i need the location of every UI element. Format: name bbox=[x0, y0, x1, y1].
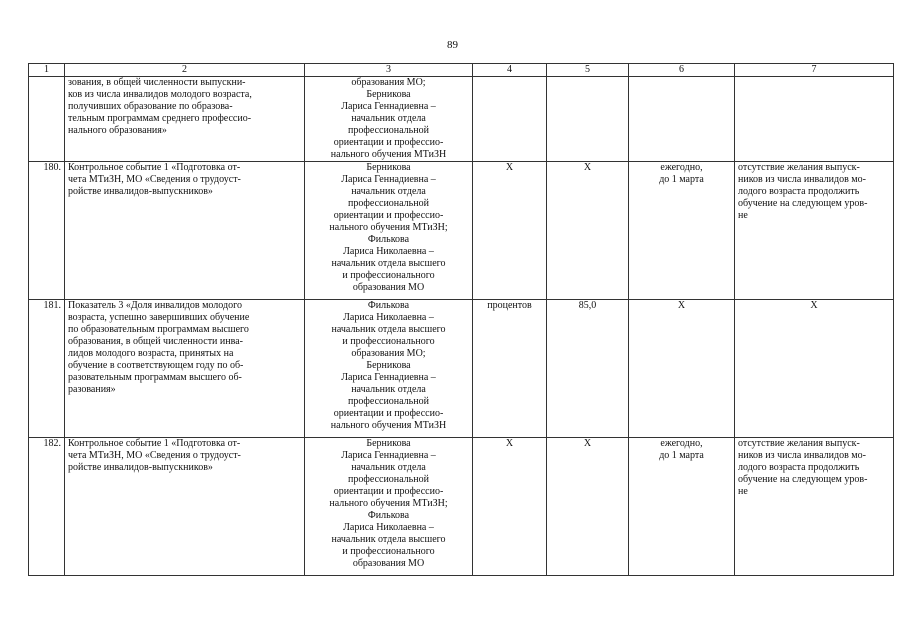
description-cell bbox=[65, 77, 305, 162]
deadline-cell bbox=[629, 77, 735, 162]
cell-text: Лариса Геннадиевна – bbox=[341, 372, 436, 383]
cell-text: Х bbox=[810, 300, 818, 311]
cell-text: лидов молодого возраста, принятых на bbox=[68, 348, 234, 359]
cell-text: Берникова bbox=[366, 162, 411, 173]
cell-text: ройстве инвалидов-выпускников» bbox=[68, 462, 213, 473]
cell-text: нального образования» bbox=[68, 125, 167, 136]
cell-text: ройстве инвалидов-выпускников» bbox=[68, 186, 213, 197]
cell-text: лодого возраста продолжить bbox=[738, 462, 860, 473]
cell-text: Х bbox=[505, 162, 514, 173]
cell-text: ежегодно, bbox=[660, 438, 703, 449]
cell-text: профессиональной bbox=[348, 474, 429, 485]
cell-text: лодого возраста продолжить bbox=[738, 186, 860, 197]
cell-text: обучение на следующем уров- bbox=[738, 198, 868, 209]
table-row bbox=[29, 300, 894, 438]
risk-cell bbox=[735, 162, 894, 300]
row-number-cell bbox=[29, 300, 65, 438]
cell-text: Х bbox=[505, 438, 514, 449]
column-header: 6 bbox=[629, 64, 735, 77]
description-cell bbox=[65, 438, 305, 576]
value-cell bbox=[547, 438, 629, 576]
cell-text: разовательным программам высшего об- bbox=[68, 372, 242, 383]
cell-text: нального обучения МТиЗН bbox=[330, 149, 447, 160]
cell-text: Лариса Геннадиевна – bbox=[341, 101, 436, 112]
cell-text: Лариса Николаевна – bbox=[343, 522, 434, 533]
cell-text: 181. bbox=[43, 300, 61, 311]
cell-text: начальник отдела высшего bbox=[331, 324, 446, 335]
cell-text: образования МО bbox=[352, 558, 425, 569]
cell-text: не bbox=[738, 486, 748, 497]
deadline-cell bbox=[629, 438, 735, 576]
cell-text: чета МТиЗН, МО «Сведения о трудоуст- bbox=[68, 174, 241, 185]
cell-text: ков из числа инвалидов молодого возраста, bbox=[68, 89, 252, 100]
cell-text: ориентации и профессио- bbox=[333, 408, 444, 419]
description-cell bbox=[65, 300, 305, 438]
cell-text: отсутствие желания выпуск- bbox=[738, 162, 860, 173]
risk-cell bbox=[735, 300, 894, 438]
cell-text: Филькова bbox=[367, 234, 410, 245]
cell-text: образования МО bbox=[352, 282, 425, 293]
cell-text: Лариса Николаевна – bbox=[343, 312, 434, 323]
cell-text: профессиональной bbox=[348, 125, 429, 136]
cell-text: возраста, успешно завершивших обучение bbox=[68, 312, 250, 323]
cell-text: Лариса Геннадиевна – bbox=[341, 450, 436, 461]
cell-text: и профессионального bbox=[342, 270, 435, 281]
cell-text: профессиональной bbox=[348, 198, 429, 209]
header-row bbox=[29, 64, 894, 77]
cell-text: 182. bbox=[43, 438, 61, 449]
table-body bbox=[29, 77, 894, 576]
row-number-cell bbox=[29, 162, 65, 300]
cell-text: начальник отдела bbox=[351, 113, 426, 124]
column-header: 1 bbox=[29, 64, 65, 77]
cell-text: начальник отдела bbox=[351, 384, 426, 395]
cell-text: Берникова bbox=[366, 360, 411, 371]
cell-text: ежегодно, bbox=[660, 162, 703, 173]
unit-cell bbox=[473, 438, 547, 576]
unit-cell bbox=[473, 162, 547, 300]
cell-text: отсутствие желания выпуск- bbox=[738, 438, 860, 449]
description-cell bbox=[65, 162, 305, 300]
cell-text: Лариса Геннадиевна – bbox=[341, 174, 436, 185]
table-row bbox=[29, 162, 894, 300]
unit-cell bbox=[473, 300, 547, 438]
cell-text: Контрольное событие 1 «Подготовка от- bbox=[68, 162, 241, 173]
responsible-cell bbox=[305, 438, 473, 576]
cell-text: процентов bbox=[487, 300, 532, 311]
cell-text: не bbox=[738, 210, 748, 221]
cell-text: Филькова bbox=[367, 300, 410, 311]
value-cell bbox=[547, 77, 629, 162]
cell-text: образования, в общей численности инва- bbox=[68, 336, 243, 347]
row-number-cell bbox=[29, 77, 65, 162]
cell-text: чета МТиЗН, МО «Сведения о трудоуст- bbox=[68, 450, 241, 461]
column-header: 2 bbox=[65, 64, 305, 77]
value-cell bbox=[547, 162, 629, 300]
cell-text: начальник отдела высшего bbox=[331, 258, 446, 269]
cell-text: профессиональной bbox=[348, 396, 429, 407]
cell-text: Лариса Николаевна – bbox=[343, 246, 434, 257]
column-header: 3 bbox=[305, 64, 473, 77]
cell-text: Берникова bbox=[366, 438, 411, 449]
risk-cell bbox=[735, 438, 894, 576]
cell-text: и профессионального bbox=[342, 336, 435, 347]
cell-text: до 1 марта bbox=[659, 450, 704, 461]
column-header: 7 bbox=[735, 64, 894, 77]
cell-text: тельным программам среднего профессио- bbox=[68, 113, 252, 124]
cell-text: нального обучения МТиЗН bbox=[330, 420, 447, 431]
cell-text: Х bbox=[583, 162, 592, 173]
cell-text: до 1 марта bbox=[659, 174, 704, 185]
responsible-cell bbox=[305, 162, 473, 300]
cell-text: обучение на следующем уров- bbox=[738, 474, 868, 485]
cell-text: начальник отдела высшего bbox=[331, 534, 446, 545]
table-row bbox=[29, 77, 894, 162]
table-row bbox=[29, 438, 894, 576]
cell-text: образования МО; bbox=[351, 348, 426, 359]
cell-text: Х bbox=[583, 438, 592, 449]
cell-text: ников из числа инвалидов мо- bbox=[738, 174, 866, 185]
cell-text: и профессионального bbox=[342, 546, 435, 557]
cell-text: нального обучения МТиЗН; bbox=[329, 498, 448, 509]
cell-text: Контрольное событие 1 «Подготовка от- bbox=[68, 438, 241, 449]
cell-text: зования, в общей численности выпускни- bbox=[68, 77, 246, 88]
value-cell bbox=[547, 300, 629, 438]
cell-text: образования МО; bbox=[351, 77, 426, 88]
deadline-cell bbox=[629, 300, 735, 438]
cell-text: ориентации и профессио- bbox=[333, 137, 444, 148]
cell-text: получивших образование по образова- bbox=[68, 101, 233, 112]
row-number-cell bbox=[29, 438, 65, 576]
cell-text: ников из числа инвалидов мо- bbox=[738, 450, 866, 461]
cell-text: 85,0 bbox=[578, 300, 597, 311]
plan-table bbox=[28, 63, 894, 576]
cell-text: ориентации и профессио- bbox=[333, 210, 444, 221]
responsible-cell bbox=[305, 300, 473, 438]
cell-text: начальник отдела bbox=[351, 462, 426, 473]
cell-text: по образовательным программам высшего bbox=[68, 324, 249, 335]
risk-cell bbox=[735, 77, 894, 162]
column-header: 4 bbox=[473, 64, 547, 77]
cell-text: обучение в соответствующем году по об- bbox=[68, 360, 244, 371]
cell-text: ориентации и профессио- bbox=[333, 486, 444, 497]
cell-text: Показатель 3 «Доля инвалидов молодого bbox=[68, 300, 242, 311]
cell-text: 180. bbox=[43, 162, 61, 173]
responsible-cell bbox=[305, 77, 473, 162]
page-number: 89 bbox=[447, 39, 458, 51]
cell-text: Берникова bbox=[366, 89, 411, 100]
column-header: 5 bbox=[547, 64, 629, 77]
unit-cell bbox=[473, 77, 547, 162]
cell-text: нального обучения МТиЗН; bbox=[329, 222, 448, 233]
cell-text: разования» bbox=[68, 384, 116, 395]
cell-text: начальник отдела bbox=[351, 186, 426, 197]
cell-text: Х bbox=[677, 300, 686, 311]
deadline-cell bbox=[629, 162, 735, 300]
cell-text: Филькова bbox=[367, 510, 410, 521]
